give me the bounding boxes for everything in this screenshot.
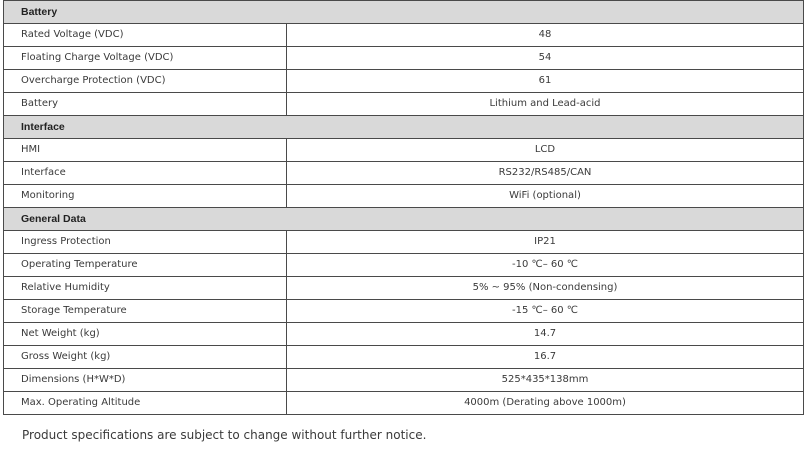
section-title: Interface [4,116,804,139]
row-value: -10 ℃– 60 ℃ [287,254,804,277]
row-label: Ingress Protection [4,231,287,254]
table-row [4,277,804,300]
table-row [4,70,804,93]
section-header-battery [4,1,804,24]
table-row [4,93,804,116]
row-value: IP21 [287,231,804,254]
row-label: Monitoring [4,185,287,208]
section-header-interface [4,116,804,139]
row-value: 54 [287,47,804,70]
table-row [4,392,804,415]
row-label: Battery [4,93,287,116]
row-label: HMI [4,139,287,162]
row-value: 4000m (Derating above 1000m) [287,392,804,415]
row-value: 16.7 [287,346,804,369]
row-label: Interface [4,162,287,185]
table-row [4,47,804,70]
table-row [4,162,804,185]
row-value: 5% ~ 95% (Non-condensing) [287,277,804,300]
footnote: Product specifications are subject to change without further notice. [22,428,427,442]
row-label: Dimensions (H*W*D) [4,369,287,392]
row-value: Lithium and Lead-acid [287,93,804,116]
row-value: -15 ℃– 60 ℃ [287,300,804,323]
table-row [4,185,804,208]
table-row [4,323,804,346]
row-value: WiFi (optional) [287,185,804,208]
row-label: Floating Charge Voltage (VDC) [4,47,287,70]
row-value: 525*435*138mm [287,369,804,392]
section-header-general-data [4,208,804,231]
table-row [4,369,804,392]
table-row [4,254,804,277]
table-row [4,139,804,162]
table-row [4,24,804,47]
row-label: Operating Temperature [4,254,287,277]
table-row [4,231,804,254]
row-value: RS232/RS485/CAN [287,162,804,185]
row-label: Max. Operating Altitude [4,392,287,415]
row-value: 48 [287,24,804,47]
row-label: Rated Voltage (VDC) [4,24,287,47]
row-label: Gross Weight (kg) [4,346,287,369]
row-label: Overcharge Protection (VDC) [4,70,287,93]
section-title: General Data [4,208,804,231]
row-label: Net Weight (kg) [4,323,287,346]
row-value: LCD [287,139,804,162]
row-label: Relative Humidity [4,277,287,300]
row-value: 61 [287,70,804,93]
row-label: Storage Temperature [4,300,287,323]
row-value: 14.7 [287,323,804,346]
table-row [4,346,804,369]
spec-table [3,0,804,415]
table-row [4,300,804,323]
section-title: Battery [4,1,804,24]
